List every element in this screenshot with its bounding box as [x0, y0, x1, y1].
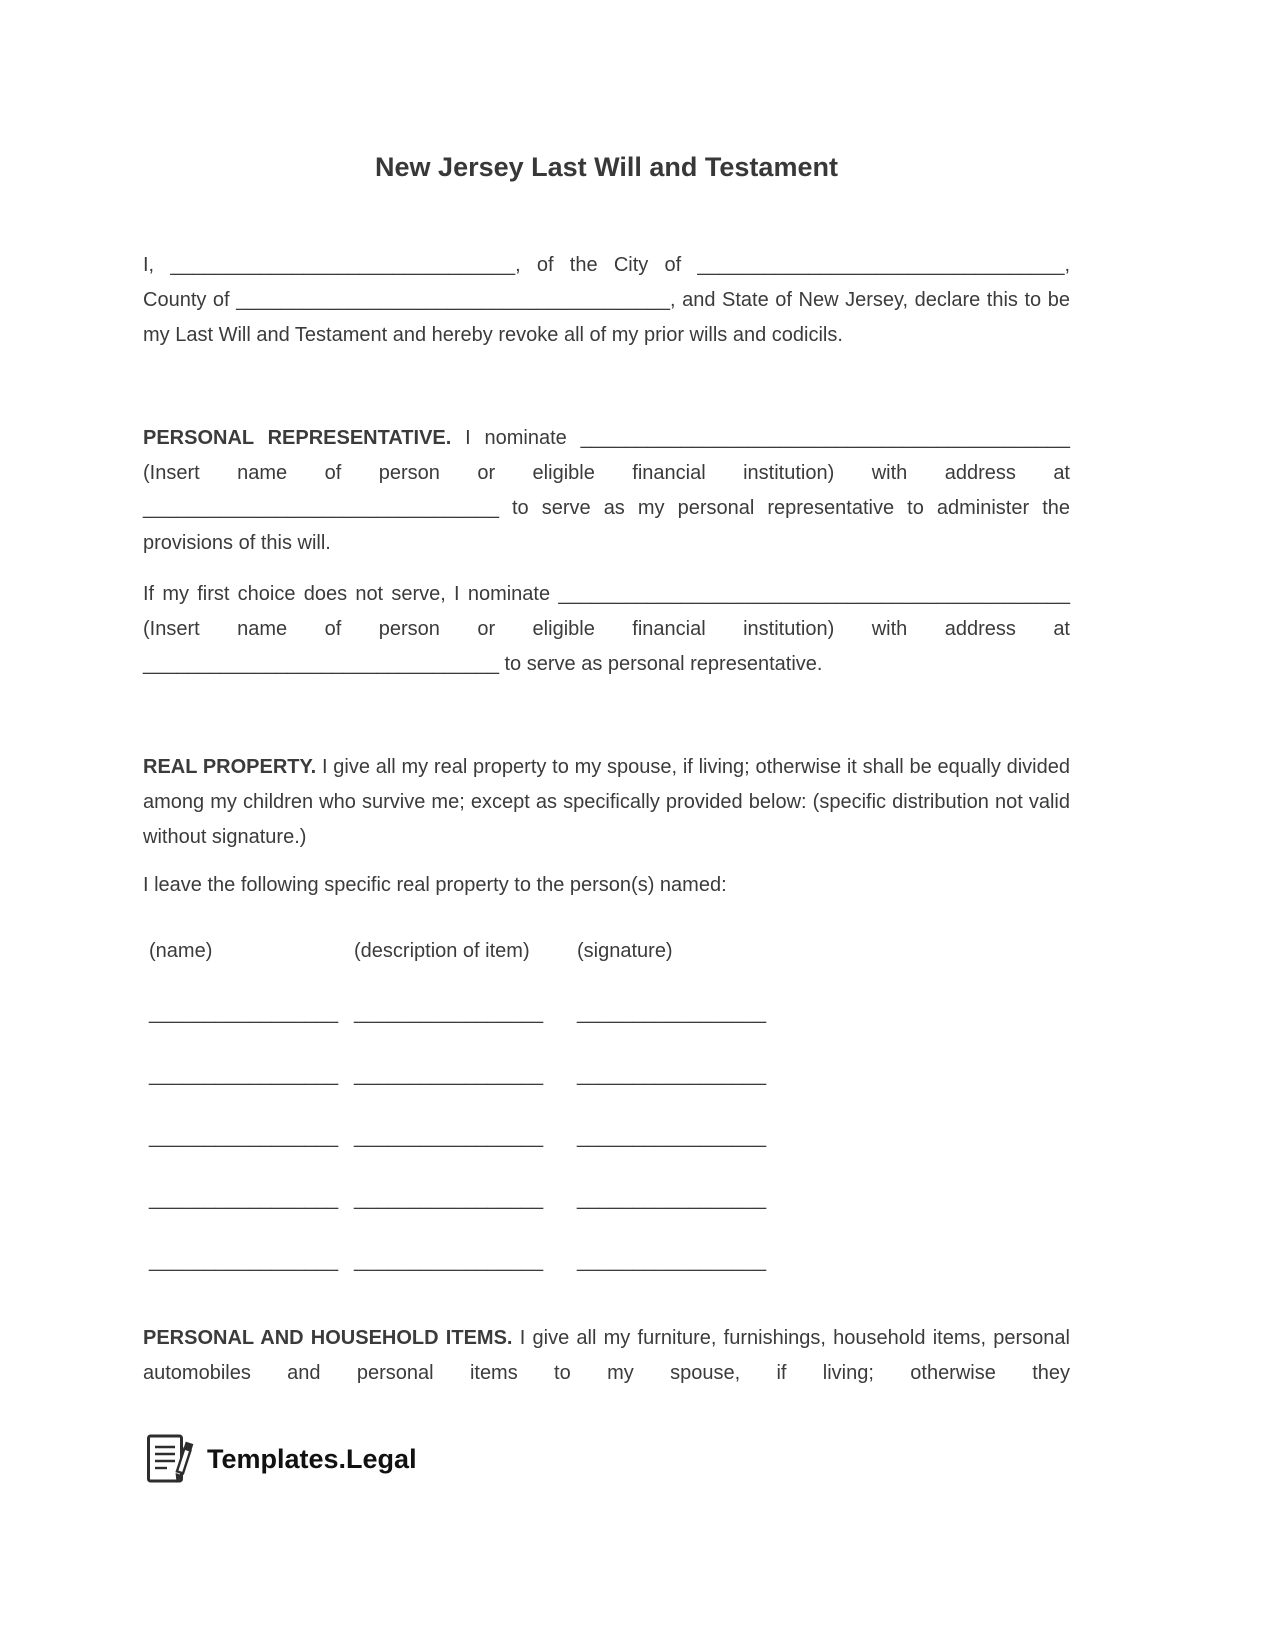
- name-blank-line: _________________: [149, 1250, 339, 1272]
- description-blank-line: _________________: [354, 1250, 544, 1272]
- table-row: [149, 1244, 1070, 1279]
- description-blank-line: _________________: [354, 1126, 544, 1148]
- column-header-description: (description of item): [354, 940, 530, 962]
- document-title: New Jersey Last Will and Testament: [375, 152, 838, 182]
- brand-name: Templates.Legal: [207, 1443, 417, 1474]
- personal-representative-text-1: I nominate ____________________________________________ (Insert name of person or eligible financial institution) with address at ________________________________ to serve as my personal representative to administer the provisions of this will.: [143, 427, 1070, 554]
- real-property-intro: I leave the following specific real property to the person(s) named:: [143, 874, 727, 896]
- signature-blank-line: _________________: [577, 1250, 767, 1272]
- real-property-paragraph: [143, 750, 1070, 855]
- column-header-signature: (signature): [577, 940, 673, 962]
- personal-household-heading: PERSONAL AND HOUSEHOLD ITEMS.: [143, 1327, 513, 1349]
- signature-blank-line: _________________: [577, 1188, 767, 1210]
- table-row: [149, 1058, 1070, 1093]
- real-property-table: [143, 934, 1070, 1279]
- name-blank-line: _________________: [149, 1064, 339, 1086]
- table-row: [149, 996, 1070, 1031]
- name-blank-line: _________________: [149, 1002, 339, 1024]
- personal-representative-paragraph-2: If my first choice does not serve, I nominate ______________________________________________ (Insert name of person or eligible financial institution) with address at ________________________________ to serve as personal representative.: [143, 583, 1070, 675]
- signature-blank-line: _________________: [577, 1064, 767, 1086]
- description-blank-line: _________________: [354, 1188, 544, 1210]
- opening-paragraph: I, _______________________________, of the City of _________________________________, County of _______________________________________, and State of New Jersey, declare this to be my Last Will and Testament and hereby revoke all of my prior wills and codicils.: [143, 254, 1070, 346]
- table-row: [149, 1182, 1070, 1217]
- signature-blank-line: _________________: [577, 1002, 767, 1024]
- description-blank-line: _________________: [354, 1064, 544, 1086]
- templates-legal-logo-icon: [146, 1432, 194, 1486]
- real-property-text: I give all my real property to my spouse, if living; otherwise it shall be equally divided among my children who survive me; except as specifically provided below: (specific distribution not valid without signature.): [143, 756, 1070, 848]
- table-row: [149, 1120, 1070, 1155]
- column-header-name: (name): [149, 940, 213, 962]
- footer-brand: [146, 1432, 417, 1486]
- real-property-heading: REAL PROPERTY.: [143, 756, 317, 778]
- personal-representative-paragraph-1: [143, 421, 1070, 561]
- name-blank-line: _________________: [149, 1188, 339, 1210]
- personal-household-paragraph: [143, 1321, 1070, 1391]
- table-header-row: [149, 934, 1070, 969]
- name-blank-line: _________________: [149, 1126, 339, 1148]
- signature-blank-line: _________________: [577, 1126, 767, 1148]
- description-blank-line: _________________: [354, 1002, 544, 1024]
- personal-representative-heading: PERSONAL REPRESENTATIVE.: [143, 427, 452, 449]
- personal-household-text: I give all my furniture, furnishings, household items, personal automobiles and personal items to my spouse, if living; otherwise they: [143, 1327, 1070, 1384]
